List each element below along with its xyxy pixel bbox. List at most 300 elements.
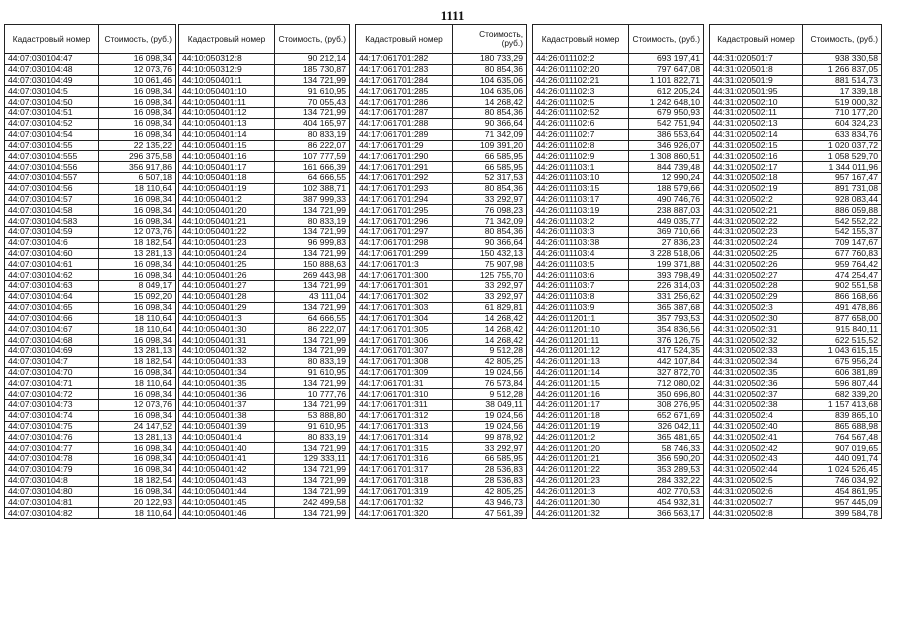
- cadastral-number-cell: 44:26:011102:7: [533, 129, 629, 140]
- cost-cell: 129 333,11: [275, 454, 350, 465]
- cost-cell: 52 317,53: [453, 172, 527, 183]
- cost-cell: 16 098,34: [99, 464, 176, 475]
- cadastral-number-cell: 44:10:050401:31: [179, 335, 275, 346]
- table-row: [710, 151, 882, 162]
- cadastral-number-cell: 44:07:030104:65: [5, 302, 99, 313]
- cost-cell: 612 205,24: [629, 86, 704, 97]
- cadastral-number-cell: 44:07:030104:54: [5, 129, 99, 140]
- table-row: [179, 302, 350, 313]
- table-row: [533, 162, 704, 173]
- table-row: [710, 237, 882, 248]
- cadastral-number-cell: 44:10:050401:21: [179, 216, 275, 227]
- cadastral-number-cell: 44:17:061701:295: [356, 205, 453, 216]
- cost-cell: 104 635,06: [453, 86, 527, 97]
- table-row: [710, 162, 882, 173]
- cadastral-number-cell: 44:31:020502:28: [710, 281, 803, 292]
- cost-cell: 80 833,19: [275, 432, 350, 443]
- table-row: [710, 172, 882, 183]
- cadastral-number-cell: 44:26:011201:2: [533, 432, 629, 443]
- cadastral-number-cell: 44:10:050401:1: [179, 75, 275, 86]
- cadastral-number-cell: 44:17:061701:306: [356, 335, 453, 346]
- cadastral-number-cell: 44:26:011103:8: [533, 291, 629, 302]
- cadastral-number-cell: 44:10:050401:25: [179, 259, 275, 270]
- table-row: [533, 86, 704, 97]
- cadastral-number-cell: 44:31:020502:33: [710, 345, 803, 356]
- cadastral-number-cell: 44:31:020502:14: [710, 129, 803, 140]
- cadastral-number-cell: 44:07:030104:49: [5, 75, 99, 86]
- cost-cell: 33 292,97: [453, 281, 527, 292]
- cadastral-number-cell: 44:31:020502:35: [710, 367, 803, 378]
- cadastral-number-cell: 44:26:011201:10: [533, 324, 629, 335]
- cadastral-number-cell: 44:07:030104:78: [5, 454, 99, 465]
- cost-cell: 454 932,31: [629, 497, 704, 508]
- cadastral-number-cell: 44:07:030104:50: [5, 97, 99, 108]
- cost-cell: 928 083,44: [803, 194, 882, 205]
- cost-cell: 877 658,00: [803, 313, 882, 324]
- cadastral-number-cell: 44:31:020502:42: [710, 443, 803, 454]
- table-row: [5, 64, 176, 75]
- cadastral-number-cell: 44:10:050401:19: [179, 183, 275, 194]
- cost-cell: 242 499,58: [275, 497, 350, 508]
- table-row: [533, 400, 704, 411]
- table-row: [5, 108, 176, 119]
- table-row: [356, 324, 527, 335]
- table-row: [710, 129, 882, 140]
- cost-cell: 16 098,34: [99, 302, 176, 313]
- cadastral-number-cell: 44:31:020502:44: [710, 464, 803, 475]
- cost-cell: 491 478,86: [803, 302, 882, 313]
- table-row: [179, 75, 350, 86]
- cadastral-number-cell: 44:26:011102:6: [533, 118, 629, 129]
- cost-cell: 134 721,99: [275, 443, 350, 454]
- table-row: [179, 194, 350, 205]
- cadastral-number-cell: 44:07:030104:556: [5, 162, 99, 173]
- cost-cell: 938 330,58: [803, 54, 882, 65]
- cadastral-number-cell: 44:17:061701:315: [356, 443, 453, 454]
- cost-cell: 18 110,64: [99, 378, 176, 389]
- header-row: [356, 25, 527, 54]
- cadastral-number-cell: 44:26:011103:2: [533, 216, 629, 227]
- cadastral-number-cell: 44:26:011201:19: [533, 421, 629, 432]
- table-row: [179, 64, 350, 75]
- table-row: [179, 205, 350, 216]
- cost-cell: 9 512,28: [453, 345, 527, 356]
- table-row: [356, 421, 527, 432]
- cadastral-number-cell: 44:17:061701:318: [356, 475, 453, 486]
- cadastral-number-cell: 44:10:050401:41: [179, 454, 275, 465]
- table-row: [5, 259, 176, 270]
- cadastral-number-cell: 44:10:050401:23: [179, 237, 275, 248]
- cadastral-number-cell: 44:10:050401:34: [179, 367, 275, 378]
- cadastral-number-cell: 44:31:020502:40: [710, 421, 803, 432]
- table-row: [5, 389, 176, 400]
- cadastral-number-cell: 44:17:061701:289: [356, 129, 453, 140]
- cadastral-number-cell: 44:26:011201:14: [533, 367, 629, 378]
- cost-cell: 102 388,71: [275, 183, 350, 194]
- cadastral-number-cell: 44:17:061701:284: [356, 75, 453, 86]
- cost-cell: 8 049,17: [99, 281, 176, 292]
- table-row: [356, 64, 527, 75]
- cost-cell: 1 058 529,70: [803, 151, 882, 162]
- cadastral-number-cell: 44:31:020502:3: [710, 302, 803, 313]
- cost-cell: 764 567,48: [803, 432, 882, 443]
- cadastral-number-cell: 44:26:011103:38: [533, 237, 629, 248]
- table-row: [533, 270, 704, 281]
- cost-cell: 16 098,34: [99, 335, 176, 346]
- cost-cell: 542 552,22: [803, 216, 882, 227]
- table-row: [179, 172, 350, 183]
- cost-cell: 542 155,37: [803, 227, 882, 238]
- cadastral-number-cell: 44:31:020502:25: [710, 248, 803, 259]
- cost-cell: 91 610,95: [275, 367, 350, 378]
- cadastral-number-cell: 44:31:020502:22: [710, 216, 803, 227]
- table-row: [5, 162, 176, 173]
- cadastral-number-cell: 44:07:030104:71: [5, 378, 99, 389]
- cadastral-number-cell: 44:26:011102:20: [533, 64, 629, 75]
- cost-cell: 16 098,34: [99, 216, 176, 227]
- cadastral-number-cell: 44:10:050401:39: [179, 421, 275, 432]
- table-row: [710, 400, 882, 411]
- table-row: [710, 486, 882, 497]
- table-row: [533, 227, 704, 238]
- cadastral-number-cell: 44:10:050401:16: [179, 151, 275, 162]
- table-row: [533, 378, 704, 389]
- table-row: [179, 227, 350, 238]
- cadastral-number-cell: 44:26:011201:13: [533, 356, 629, 367]
- table-row: [179, 475, 350, 486]
- cost-cell: 91 610,95: [275, 421, 350, 432]
- cost-cell: 185 730,87: [275, 64, 350, 75]
- table-row: [179, 291, 350, 302]
- table-row: [356, 475, 527, 486]
- cadastral-number-cell: 44:26:011103:3: [533, 227, 629, 238]
- cadastral-number-cell: 44:26:011201:30: [533, 497, 629, 508]
- cost-cell: 454 861,95: [803, 486, 882, 497]
- cadastral-number-cell: 44:07:030104:51: [5, 108, 99, 119]
- cadastral-number-cell: 44:26:011102:9: [533, 151, 629, 162]
- header-cadastral-number: Кадастровый номер: [533, 25, 629, 54]
- table-row: [710, 291, 882, 302]
- table-row: [533, 302, 704, 313]
- cadastral-number-cell: 44:26:011103:19: [533, 205, 629, 216]
- cadastral-number-cell: 44:17:061701:317: [356, 464, 453, 475]
- table-row: [179, 270, 350, 281]
- cadastral-number-cell: 44:07:030104:69: [5, 345, 99, 356]
- cadastral-number-cell: 44:17:061701:313: [356, 421, 453, 432]
- table-row: [179, 410, 350, 421]
- cost-cell: 134 721,99: [275, 335, 350, 346]
- cadastral-number-cell: 44:07:030104:70: [5, 367, 99, 378]
- table-row: [179, 151, 350, 162]
- cost-cell: 76 573,84: [453, 378, 527, 389]
- table-row: [533, 313, 704, 324]
- cadastral-number-cell: 44:10:050401:11: [179, 97, 275, 108]
- cadastral-number-cell: 44:10:050401:32: [179, 345, 275, 356]
- table-row: [179, 108, 350, 119]
- cadastral-number-cell: 44:17:061701:311: [356, 400, 453, 411]
- cadastral-number-cell: 44:17:061701:296: [356, 216, 453, 227]
- cadastral-number-cell: 44:10:050401:27: [179, 281, 275, 292]
- table-row: [5, 183, 176, 194]
- cadastral-number-cell: 44:26:011201:21: [533, 454, 629, 465]
- table-row: [356, 367, 527, 378]
- table-row: [356, 205, 527, 216]
- cadastral-number-cell: 44:17:061701:285: [356, 86, 453, 97]
- cadastral-number-cell: 44:10:050401:22: [179, 227, 275, 238]
- cadastral-number-cell: 44:10:050401:43: [179, 475, 275, 486]
- cadastral-number-cell: 44:26:011201:20: [533, 443, 629, 454]
- cadastral-number-cell: 44:26:011201:18: [533, 410, 629, 421]
- cost-cell: 15 092,20: [99, 291, 176, 302]
- cost-cell: 417 524,35: [629, 345, 704, 356]
- cost-cell: 1 024 526,45: [803, 464, 882, 475]
- table-row: [179, 464, 350, 475]
- cadastral-number-cell: 44:17:061701:320: [356, 508, 453, 519]
- table-row: [710, 497, 882, 508]
- cost-cell: 80 854,36: [453, 64, 527, 75]
- table-row: [356, 194, 527, 205]
- cost-cell: 353 289,53: [629, 464, 704, 475]
- cost-cell: 1 266 837,05: [803, 64, 882, 75]
- cost-cell: 90 366,64: [453, 237, 527, 248]
- table-row: [710, 389, 882, 400]
- cost-cell: 693 197,41: [629, 54, 704, 65]
- cadastral-number-cell: 44:26:011201:15: [533, 378, 629, 389]
- cost-cell: 839 865,10: [803, 410, 882, 421]
- cadastral-number-cell: 44:10:050312:8: [179, 54, 275, 65]
- table-row: [533, 248, 704, 259]
- cadastral-number-cell: 44:17:061701:298: [356, 237, 453, 248]
- table-row: [356, 443, 527, 454]
- cost-cell: 519 000,32: [803, 97, 882, 108]
- header-cost: Стоимость, (руб.): [629, 25, 704, 54]
- cost-cell: 27 836,23: [629, 237, 704, 248]
- cost-cell: 14 268,42: [453, 313, 527, 324]
- cost-cell: 99 878,92: [453, 432, 527, 443]
- cost-cell: 134 721,99: [275, 108, 350, 119]
- cost-cell: 19 024,56: [453, 410, 527, 421]
- cost-cell: 66 585,95: [453, 162, 527, 173]
- cadastral-number-cell: 44:31:020502:21: [710, 205, 803, 216]
- cadastral-number-cell: 44:10:050401:2: [179, 194, 275, 205]
- cadastral-number-cell: 44:26:011102:3: [533, 86, 629, 97]
- cadastral-number-cell: 44:07:030104:74: [5, 410, 99, 421]
- cadastral-table-5: [709, 24, 882, 519]
- cadastral-number-cell: 44:07:030104:77: [5, 443, 99, 454]
- cadastral-number-cell: 44:31:020502:13: [710, 118, 803, 129]
- cadastral-number-cell: 44:17:061701:293: [356, 183, 453, 194]
- cadastral-number-cell: 44:17:061701:282: [356, 54, 453, 65]
- cost-cell: 269 443,98: [275, 270, 350, 281]
- cost-cell: 404 165,97: [275, 118, 350, 129]
- table-row: [5, 454, 176, 465]
- table-row: [5, 140, 176, 151]
- cadastral-number-cell: 44:26:011103:10: [533, 172, 629, 183]
- cadastral-number-cell: 44:31:020502:18: [710, 172, 803, 183]
- header-cadastral-number: Кадастровый номер: [179, 25, 275, 54]
- cadastral-number-cell: 44:17:061701:288: [356, 118, 453, 129]
- cadastral-number-cell: 44:17:061701:303: [356, 302, 453, 313]
- cost-cell: 134 721,99: [275, 475, 350, 486]
- table-row: [533, 216, 704, 227]
- cost-cell: 16 098,34: [99, 118, 176, 129]
- cost-cell: 679 950,93: [629, 108, 704, 119]
- cost-cell: 18 110,64: [99, 324, 176, 335]
- table-row: [533, 335, 704, 346]
- cadastral-number-cell: 44:31:020502:38: [710, 400, 803, 411]
- cadastral-number-cell: 44:07:030104:6: [5, 237, 99, 248]
- cost-cell: 12 073,76: [99, 227, 176, 238]
- cadastral-number-cell: 44:07:030104:7: [5, 356, 99, 367]
- cost-cell: 80 833,19: [275, 216, 350, 227]
- cost-cell: 75 907,98: [453, 259, 527, 270]
- cadastral-number-cell: 44:17:061701:308: [356, 356, 453, 367]
- cadastral-number-cell: 44:17:061701:299: [356, 248, 453, 259]
- cadastral-number-cell: 44:17:061701:291: [356, 162, 453, 173]
- table-row: [179, 454, 350, 465]
- cost-cell: 90 212,14: [275, 54, 350, 65]
- cadastral-number-cell: 44:26:011102:2: [533, 54, 629, 65]
- cost-cell: 226 314,03: [629, 281, 704, 292]
- cadastral-number-cell: 44:10:050401:28: [179, 291, 275, 302]
- cadastral-number-cell: 44:31:020502:17: [710, 162, 803, 173]
- cadastral-number-cell: 44:26:011201:22: [533, 464, 629, 475]
- table-row: [710, 378, 882, 389]
- table-row: [5, 75, 176, 86]
- table-row: [356, 97, 527, 108]
- table-row: [710, 464, 882, 475]
- cadastral-number-cell: 44:26:011201:11: [533, 335, 629, 346]
- cadastral-number-cell: 44:10:050401:29: [179, 302, 275, 313]
- cost-cell: 357 793,53: [629, 313, 704, 324]
- cadastral-number-cell: 44:10:050401:3: [179, 313, 275, 324]
- cost-cell: 327 872,70: [629, 367, 704, 378]
- table-row: [533, 421, 704, 432]
- table-row: [179, 378, 350, 389]
- table-row: [356, 270, 527, 281]
- cadastral-number-cell: 44:26:011201:3: [533, 486, 629, 497]
- cadastral-number-cell: 44:26:011103:4: [533, 248, 629, 259]
- cost-cell: 442 107,84: [629, 356, 704, 367]
- cadastral-number-cell: 44:26:011201:1: [533, 313, 629, 324]
- cost-cell: 365 387,68: [629, 302, 704, 313]
- table-row: [5, 410, 176, 421]
- cadastral-number-cell: 44:26:011201:17: [533, 400, 629, 411]
- header-row: [5, 25, 176, 54]
- table-row: [533, 151, 704, 162]
- cadastral-number-cell: 44:31:020502:2: [710, 194, 803, 205]
- header-cadastral-number: Кадастровый номер: [356, 25, 453, 54]
- cost-cell: 350 696,80: [629, 389, 704, 400]
- header-row: [710, 25, 882, 54]
- table-row: [179, 140, 350, 151]
- table-row: [179, 97, 350, 108]
- cost-cell: 91 610,95: [275, 86, 350, 97]
- table-row: [710, 194, 882, 205]
- table-row: [710, 75, 882, 86]
- header-row: [533, 25, 704, 54]
- cost-cell: 16 098,34: [99, 86, 176, 97]
- table-row: [356, 237, 527, 248]
- cadastral-number-cell: 44:31:020502:23: [710, 227, 803, 238]
- cadastral-number-cell: 44:07:030104:583: [5, 216, 99, 227]
- cost-cell: 14 268,42: [453, 335, 527, 346]
- cost-cell: 402 770,53: [629, 486, 704, 497]
- cost-cell: 104 635,06: [453, 75, 527, 86]
- cost-cell: 365 481,65: [629, 432, 704, 443]
- cost-cell: 43 111,04: [275, 291, 350, 302]
- table-row: [533, 108, 704, 119]
- cost-cell: 490 746,76: [629, 194, 704, 205]
- table-row: [179, 162, 350, 173]
- cadastral-number-cell: 44:07:030104:81: [5, 497, 99, 508]
- cost-cell: 238 887,03: [629, 205, 704, 216]
- cadastral-number-cell: 44:31:020502:37: [710, 389, 803, 400]
- table-row: [356, 54, 527, 65]
- cost-cell: 161 666,39: [275, 162, 350, 173]
- cadastral-number-cell: 44:31:020502:43: [710, 454, 803, 465]
- table-row: [533, 205, 704, 216]
- cost-cell: 58 746,33: [629, 443, 704, 454]
- cost-cell: 80 833,19: [275, 129, 350, 140]
- table-row: [5, 194, 176, 205]
- table-row: [5, 86, 176, 97]
- cadastral-number-cell: 44:10:050401:46: [179, 508, 275, 519]
- cost-cell: 33 292,97: [453, 443, 527, 454]
- table-row: [5, 205, 176, 216]
- cost-cell: 18 110,64: [99, 508, 176, 519]
- cost-cell: 12 073,76: [99, 64, 176, 75]
- cadastral-number-cell: 44:10:050401:33: [179, 356, 275, 367]
- cost-cell: 64 666,55: [275, 313, 350, 324]
- cost-cell: 13 281,13: [99, 248, 176, 259]
- table-row: [356, 378, 527, 389]
- table-row: [179, 508, 350, 519]
- table-row: [5, 302, 176, 313]
- table-row: [533, 497, 704, 508]
- cost-cell: 70 055,43: [275, 97, 350, 108]
- cadastral-number-cell: 44:17:061701:312: [356, 410, 453, 421]
- cost-cell: 326 042,11: [629, 421, 704, 432]
- cost-cell: 746 034,92: [803, 475, 882, 486]
- cadastral-number-cell: 44:07:030104:557: [5, 172, 99, 183]
- cost-cell: 16 098,34: [99, 108, 176, 119]
- cost-cell: 633 834,76: [803, 129, 882, 140]
- table-row: [710, 108, 882, 119]
- cost-cell: 675 956,24: [803, 356, 882, 367]
- cost-cell: 47 561,39: [453, 508, 527, 519]
- cost-cell: 6 507,18: [99, 172, 176, 183]
- cadastral-number-cell: 44:26:011103:6: [533, 270, 629, 281]
- cost-cell: 80 854,36: [453, 183, 527, 194]
- table-row: [710, 324, 882, 335]
- cadastral-number-cell: 44:31:020502:34: [710, 356, 803, 367]
- cadastral-number-cell: 44:07:030104:76: [5, 432, 99, 443]
- cost-cell: 20 122,93: [99, 497, 176, 508]
- cost-cell: 134 721,99: [275, 400, 350, 411]
- cost-cell: 1 157 413,68: [803, 400, 882, 411]
- cost-cell: 14 268,42: [453, 97, 527, 108]
- table-row: [5, 216, 176, 227]
- table-row: [356, 75, 527, 86]
- cost-cell: 907 019,65: [803, 443, 882, 454]
- cost-cell: 9 512,28: [453, 389, 527, 400]
- table-row: [533, 410, 704, 421]
- cadastral-number-cell: 44:17:061701:304: [356, 313, 453, 324]
- cadastral-number-cell: 44:10:050401:15: [179, 140, 275, 151]
- cadastral-number-cell: 44:31:020502:36: [710, 378, 803, 389]
- page-number: 1111: [440, 8, 465, 23]
